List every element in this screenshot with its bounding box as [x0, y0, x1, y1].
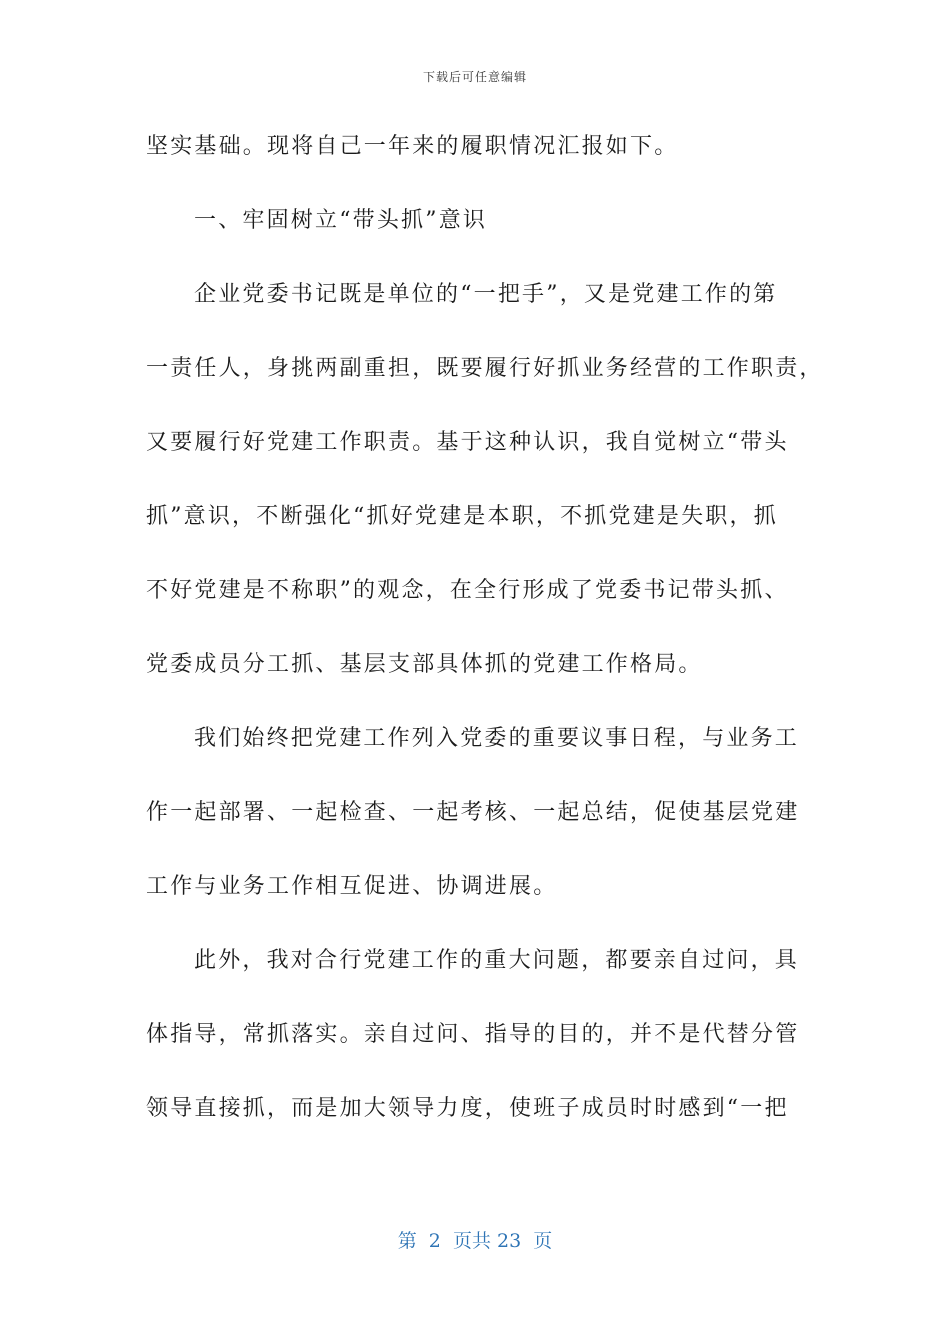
text-line: 体指导，常抓落实。亲自过问、指导的目的，并不是代替分管: [146, 1022, 800, 1047]
text-line: 工作与业务工作相互促进、协调进展。: [146, 874, 558, 899]
text-line: 一责任人，身挑两副重担，既要履行好抓业务经营的工作职责，: [146, 356, 824, 381]
document-body: [146, 128, 824, 1164]
text-line: 坚实基础。现将自己一年来的履职情况汇报如下。: [146, 134, 679, 159]
text-line: 此外，我对合行党建工作的重大问题，都要亲自过问，具: [194, 948, 800, 973]
page-header: 下载后可任意编辑: [422, 70, 527, 84]
text-line: 抓”意识，不断强化“抓好党建是本职，不抓党建是失职，抓: [146, 504, 778, 529]
text-line: 领导直接抓，而是加大领导力度，使班子成员时时感到“一把: [146, 1096, 789, 1121]
text-line: 我们始终把党建工作列入党委的重要议事日程，与业务工: [194, 726, 800, 751]
text-line: 企业党委书记既是单位的“一把手”，又是党建工作的第: [194, 282, 778, 307]
text-line: 不好党建是不称职”的观念，在全行形成了党委书记带头抓、: [146, 578, 789, 603]
text-line: 作一起部署、一起检查、一起考核、一起总结，促使基层党建: [146, 800, 800, 825]
text-line: 党委成员分工抓、基层支部具体抓的党建工作格局。: [146, 652, 703, 677]
text-line: 又要履行好党建工作职责。基于这种认识，我自觉树立“带头: [146, 430, 789, 455]
section-heading: 一、牢固树立“带头抓”意识: [194, 208, 488, 233]
page-footer: 第 2 页共 23 页: [397, 1230, 553, 1252]
